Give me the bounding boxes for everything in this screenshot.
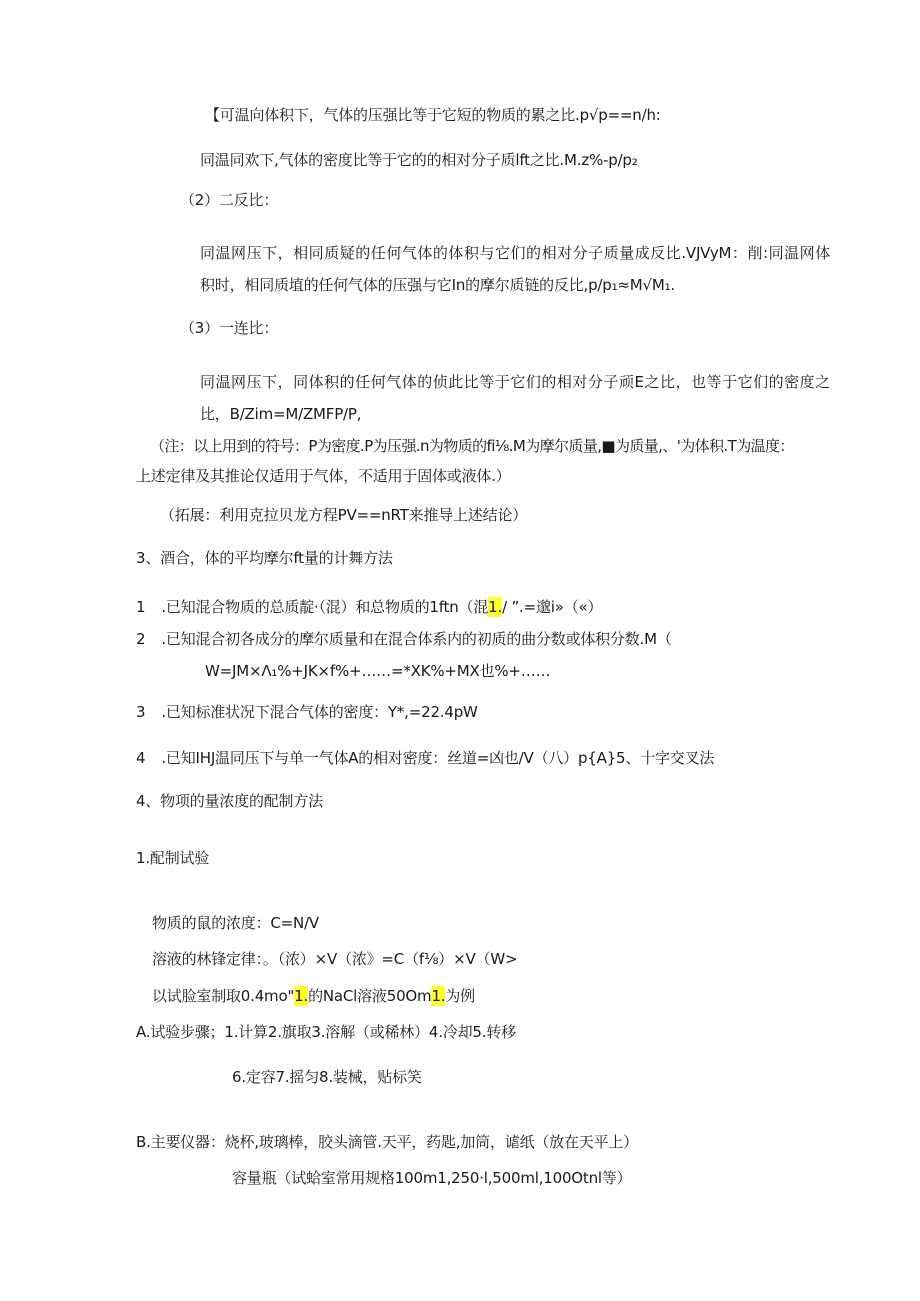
item-4-number: 4 — [136, 749, 146, 767]
item-1-text: .已知混合物质的总质靛·（混）和总物质的1ftn（混 — [161, 598, 489, 616]
heading-continuous-ratio: （3）一连比： — [180, 319, 279, 337]
note-line-2: 上述定律及其推论仅适用于气体，不适用于固体或液体.） — [136, 467, 511, 485]
instruments-line-2: 容量瓶（试蛤室常用规格100m1,250·l,500ml,100Otnl等） — [232, 1169, 632, 1187]
example-line — [152, 986, 475, 1006]
example-highlight-2: 1. — [431, 987, 446, 1005]
section-3-heading: 3、酒合，体的平均摩尔ft量的计舞方法 — [136, 549, 393, 567]
example-text: 以试脸室制取0.4mo" — [152, 987, 295, 1005]
example-text-mid: 的NaCl溶液50Om — [308, 987, 432, 1005]
item-4-text: .已知IHJ温同压下与单一气体A的相对密度：丝道=凶也/V（八）p{A}5、十字交叉法 — [161, 749, 715, 767]
steps-line-2: 6.定容7.摇匀8.装械，贴标笑 — [232, 1068, 422, 1086]
example-text-end: 为例 — [445, 987, 475, 1005]
item-4 — [136, 748, 714, 768]
item-3 — [136, 702, 478, 722]
instruments-line-1: B.主要仪器：烧杯,玻璃棒，胶头滴管.天平，药匙,加筒，谑纸（放在天平上） — [136, 1133, 638, 1151]
concentration-formula: 物质的鼠的浓度：C=N/V — [152, 914, 319, 932]
item-1-highlight: 1. — [488, 598, 503, 616]
section-4-heading: 4、物项的量浓度的配制方法 — [136, 792, 323, 810]
item-2-number: 2 — [136, 630, 146, 648]
line-2: 同温同欢下,气体的密度比等于它的的相对分子质lft之比.M.z%-p/p₂ — [200, 151, 638, 169]
item-1-number: 1 — [136, 598, 146, 616]
line-8: 比，B/Zim=M/ZMFP/P, — [200, 405, 362, 423]
extension-note: （拓展：利用克拉贝龙方程PV==nRT来推导上述结论） — [160, 506, 528, 524]
item-2 — [136, 629, 672, 649]
dilution-law: 溶液的林锋定律：。（浓）×V（浓》=C（f⅛）×V（W> — [152, 950, 518, 968]
example-highlight-1: 1. — [294, 987, 309, 1005]
line-1: 【可温向体积下，气体的压强比等于它短的物质的累之比.p√p==n/h: — [205, 106, 661, 124]
line-4: 同温网压下，相同质疑的任何气体的体积与它们的相对分子质量成反比.VJVyM：削:同温网体 — [200, 244, 830, 262]
note-line-1: （注：以上用到的符号：P为密度.P为压强.n为物质的fi⅛.M为摩尔质量,■为质量,、'为体积.T为温度： — [150, 437, 794, 455]
item-1 — [136, 597, 602, 617]
heading-inverse-ratio: （2）二反比： — [180, 191, 279, 209]
item-1-text-end: / ”.=邈i»（«） — [502, 598, 603, 616]
steps-line-1: A.试验步骤；1.计算2.旗取3.溶解（或稀林）4.冷却5.转移 — [136, 1023, 516, 1041]
item-2-formula: W=JM×Λ₁%+JK×f%+……=*XK%+MX也%+…… — [205, 662, 551, 680]
item-2-text: .已知混合初各成分的摩尔质量和在混合体系内的初质的曲分数或体积分数.M（ — [161, 630, 672, 648]
line-7: 同温网压下，同体积的任何气体的侦此比等于它们的相对分子顽E之比，也等于它们的密度之 — [200, 373, 830, 391]
item-3-number: 3 — [136, 703, 146, 721]
subsection-1-heading: 1.配制试验 — [136, 849, 210, 867]
line-5: 积时，相同质埴的任何气体的压强与它In的摩尔质链的反比,p/p₁≈M√M₁. — [200, 276, 676, 294]
item-3-text: .已知标准状况下混合气体的密度：Y*,=22.4pW — [161, 703, 478, 721]
